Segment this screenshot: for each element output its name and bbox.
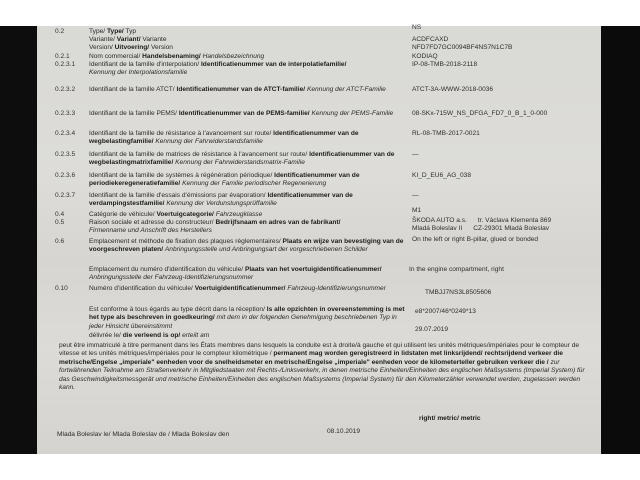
field-number: 0.2.3.3 [55, 110, 76, 117]
field-label: Emplacement du numéro d'identification du véhicule/ Plaats van het voertuigidentificatienummer/ Anbringungsstelle der Fahrzeug-Identifizierungsnummer [89, 266, 382, 282]
field-value: On the left or right B-pillar, glued or bonded [412, 236, 539, 243]
field-label: Identifiant de la famille d'essais d'émissions par évaporation/ Identificatienummer van de verdampingstestfamilie/ Kennung der Verdunstungsprüffamilie [89, 192, 353, 208]
field-value: RL-08-TMB-2017-0021 [412, 130, 480, 137]
approval-number-value: e8*2007/46*0249*13 [415, 308, 476, 315]
field-number: 0.2.3.1 [55, 61, 76, 68]
field-number: 0.2.3.4 [55, 130, 76, 137]
field-label: délivrée le/ die verleend is op/ erteilt am [89, 332, 210, 339]
field-label: Nom commercial/ Handelsbenaming/ Handelsbezeichnung [89, 53, 265, 60]
field-value: M1 [412, 207, 422, 214]
field-label: Emplacement et méthode de fixation des plaques réglementaires/ Plaats en wijze van bevestiging van de voorgeschreven platen/ Anbringungsstelle und Anbringungsart der vorgeschriebenen Schilder [89, 238, 404, 254]
field-value: KODIAQ [412, 53, 438, 60]
field-label: Identifiant de la famille de systèmes à régénération périodique/ Identificatienummer van de periodiekeregeneratiefamilie/ Kennung der Familie periodischer Regenerierung [89, 172, 360, 188]
field-value: IP-08-TMB-2018-2118 [412, 61, 478, 68]
field-label: Identifiant de la famille PEMS/ Identificatienummer van de PEMS-familie/ Kennung der PEMS-Familie [89, 110, 394, 117]
field-label: Catégorie de véhicule/ Voertuigcategorie/ Fahrzeugklasse [89, 211, 263, 218]
field-number: 0.2 [55, 28, 65, 35]
field-number: 0.5 [55, 219, 65, 226]
field-value: ACDFCAXD [412, 36, 449, 43]
field-label: Identifiant de la famille de matrices de résistance à l'avancement sur route/ Identificatienummer van de wegbelastingmatrixfamilie/ Kennung der Fahrwiderstandsmatrix-Familie [89, 151, 395, 167]
paragraph-dutch: permanent mag worden geregistreerd in lidstaten met linksrijdend/ rechtsrijdend verkeer die metrische/Engelse „imperiale" eenheden voor de snelheidsmeter en metrische/Engelse „imperiale" eenheden voor de kilometerteller gebruiken verkeer die / [59, 350, 563, 366]
field-value: — [412, 151, 419, 158]
field-label: Identifiant de la famille de résistance à l'avancement sur route/ Identificatienummer van de wegbelastingfamilie/ Kennung der Fahrwiderstandsfamilie [89, 130, 359, 146]
paragraph-german: zur fortwährenden Teilnahme am Straßenverkehr in Mitgliedstaaten mit Rechts-/Linksverkehr, in denen metrische Einheiten/Einheiten des englischen Maßsystems (Imperial System) für das Geschwindigkeitsmessgerät und metrische Einheiten/Einheiten des englischen Maßsystems (Imperial System) für den Kilometerzähler verwendet werden, zugelassen werden kann. [59, 358, 585, 392]
field-value: — [412, 192, 419, 199]
field-number: 0.10 [55, 285, 68, 292]
field-label: Numéro d'identification du véhicule/ Voertuigidentificatienummer/ Fahrzeug-Identifizierungsnummer [89, 285, 386, 292]
paragraph-french: peut être immatriculé à titre permanent dans les États membres dans lesquels la conduite est à droite/à gauche et qui utilisent les unités métriques/impériales pour le compteur de vitesse et les unités métriques/impériales pour le compteur kilométrique / [59, 342, 580, 358]
date-of-issue: 08.10.2019 [327, 428, 361, 435]
field-label: Variante/ Variant/ Variante [89, 36, 167, 43]
field-value: NS [412, 24, 422, 31]
field-label: Version/ Uitvoering/ Version [89, 44, 173, 51]
field-number: 0.2.3.2 [55, 86, 76, 93]
place-of-issue: Mlada Boleslav le/ Mlada Boleslav de / Mlada Boleslav den [57, 431, 230, 438]
field-number: 0.6 [55, 238, 65, 245]
field-value: 08-SKx-715W_NS_DFGA_FD7_0_B_1_0-000 [412, 110, 548, 117]
field-number: 0.2.3.7 [55, 192, 76, 199]
drive-units-value: right/ metric/ metric [419, 415, 481, 422]
field-value: In the engine compartment, right [409, 266, 504, 273]
field-value: ATCT-3A-WWW-2018-0036 [412, 86, 494, 93]
field-label: Type/ Type/ Typ [89, 28, 137, 35]
field-number: 0.4 [55, 211, 65, 218]
field-label: Raison sociale et adresse du constructeur/ Bedrijfsnaam en adres van de fabrikant/ Firmenname und Anschrift des Herstellers [89, 219, 341, 235]
field-number: 0.2.3.6 [55, 172, 76, 179]
approval-date-value: 29.07.2019 [415, 326, 449, 333]
field-value: NFD7FD7GC0094BF4NS7N1C7B [412, 44, 513, 51]
background-right [600, 26, 640, 454]
certificate-of-conformity-page [37, 26, 601, 454]
field-number: 0.2.3.5 [55, 151, 76, 158]
registration-paragraph [59, 342, 589, 392]
field-label: Identifiant de la famille ATCT/ Identificatienummer van de ATCT-familie/ Kennung der ATCT-Familie [89, 86, 386, 93]
field-value: ŠKODA AUTO a.s. tr. Václava Klementa 869 Mladá Boleslav II CZ-29301 Mladá Boleslav [412, 217, 552, 233]
field-value: KI_D_EU6_AG_038 [412, 172, 472, 179]
field-number: 0.2.1 [55, 53, 70, 60]
background-left [0, 26, 40, 454]
field-label: Identifiant de la famille d'interpolation/ Identificatienummer van de interpolatiefamilie/ Kennung der Interpolationsfamilie [89, 61, 347, 77]
vin-value: TMBJJ7NS3L8505606 [425, 289, 492, 296]
field-label: Est conforme à tous égards au type décrit dans la réception/ Is alle opzichten in overeenstemming is met het type als beschreven in goedkeuring/ mit dem in der folgenden Genehmigung beschriebenen Typ in jeder Hinsicht übereinstimmt [89, 306, 405, 330]
